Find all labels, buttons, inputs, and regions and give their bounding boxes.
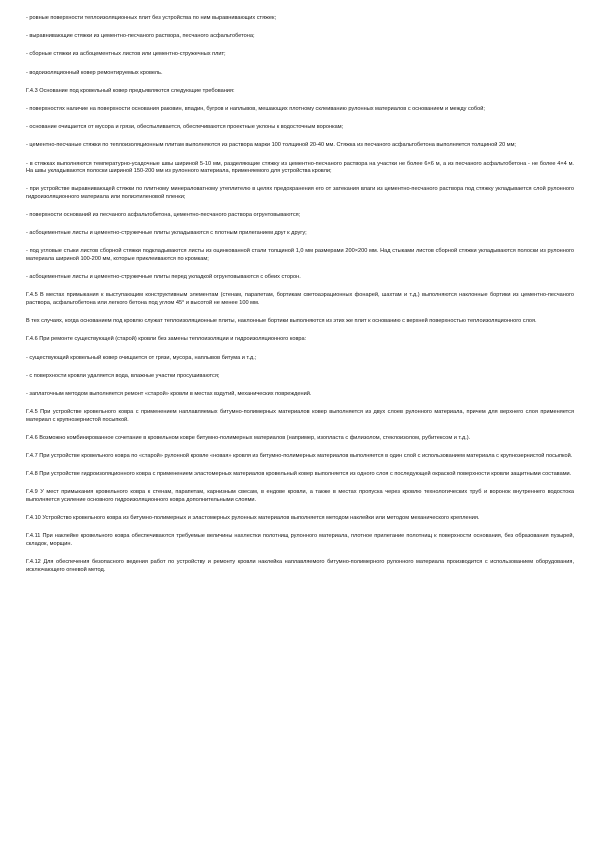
- document-page: [26, 15, 574, 585]
- list-item: - заплаточным методом выполняется ремонт «старой» кровли в местах вздутий, механических повреждений.: [26, 390, 312, 397]
- section-heading: Г.4.6 При ремонте существующей (старой) кровли без замены теплоизоляции и гидроизоляционного ковра:: [26, 336, 307, 343]
- section-heading: Г.4.3 Основание под кровельный ковер предъявляются следующие требования:: [26, 87, 235, 94]
- list-item: - сборные стяжки из асбоцементных листов или цементно-стружечных плит;: [26, 51, 226, 58]
- list-item: - выравнивающие стяжки из цементно-песчаного раствора, песчаного асфальтобетона;: [26, 33, 255, 40]
- list-item: - цементно-песчаные стяжки по теплоизоляционным плитам выполняются из раствора марки 100 толщиной 20-40 мм. Стяжка из песчаного асфальтобетона выполняется толщиной 20 мм;: [26, 142, 516, 149]
- section-paragraph: Г.4.12 Для обеспечения безопасного ведения работ по устройству и ремонту кровли наклейка наплавляемого битумно-полимерного рулонного материала производится с использованием оборудования, исключающего огневой метод.: [26, 559, 574, 573]
- list-item: - основание очищается от мусора и грязи, обеспыливается, обеспечиваются проектные уклоны к водосточным воронкам;: [26, 124, 344, 131]
- list-item: - с поверхности кровли удаляется вода, влажные участки просушиваются;: [26, 372, 220, 379]
- body-paragraph: В тех случаях, когда основанием под кровлю служат теплоизоляционные плиты, наклонные бортики выполняются из этих же плит к основанию с верхней поверхностью теплоизоляционного слоя.: [26, 318, 537, 325]
- section-paragraph: Г.4.11 При наклейке кровельного ковра обеспечиваются требуемые величины нахлестки полотнищ рулонного материала, плотное прилегание полотнищ к поверхности основания, без образования пузырей, складок, морщин.: [26, 533, 574, 548]
- list-item: - асбоцементные листы и цементно-стружечные плиты перед укладкой огрунтовываются с обеих сторон.: [26, 274, 301, 281]
- section-paragraph: Г.4.5 При устройстве кровельного ковра с применением наплавляемых битумно-полимерных материалов ковер выполняется из двух слоев рулонного материала, причем для верхнего слоя применяется материал с крупнозернистой посыпкой.: [26, 409, 574, 423]
- list-item: - водоизоляционный ковер ремонтируемых кровель.: [26, 69, 163, 76]
- section-paragraph: Г.4.7 При устройстве кровельного ковра по «старой» рулонной кровле «новая» кровля из битумно-полимерных материалов выполняется в один слой с использованием материала с крупнозернистой посыпкой.: [26, 453, 573, 460]
- section-paragraph: Г.4.10 Устройство кровельного ковра из битумно-полимерных и эластомерных рулонных материалов выполняется методом наклейки или методом механического крепления.: [26, 515, 480, 522]
- list-item: - под угловые стыки листов сборной стяжки подкладываются листы из оцинкованной стали толщиной 1,0 мм размерами 200×200 мм. Над стыками листов сборной стяжки укладываются полоски из рулонного материала шириной 100-200 мм, которые приклеиваются по кромкам;: [26, 248, 574, 263]
- section-paragraph: Г.4.6 Возможно комбинированное сочетание в кровельном ковре битумно-полимерных материалов (например, изопласта с филизолом, стеклоизолом, рубитексом и т.д.).: [26, 434, 471, 441]
- list-item: - в стяжках выполняются температурно-усадочные швы шириной 5-10 мм, разделяющие стяжку из цементно-песчаного раствора на участки не более 6×6 м, а из песчаного асфальтобетона - не более 4×4 м. На швы укладываются полоски шириной 150-200 мм из рулонного материала, применяемого для устройства кровли;: [26, 160, 574, 175]
- list-item: - поверхностях наличие на поверхности основания раковин, впадин, бугров и наплывов, мешающих плотному склеиванию рулонных материалов с основанием и между собой;: [26, 105, 485, 112]
- section-paragraph: Г.4.8 При устройстве гидроизоляционного ковра с применением эластомерных материалов кровельный ковер выполняется из одного слоя с последующей окраской поверхности кровли защитными составами.: [26, 471, 572, 478]
- list-item: - поверхности оснований из песчаного асфальтобетона, цементно-песчаного раствора огрунтовываются;: [26, 212, 301, 219]
- section-paragraph: Г.4.5 В местах примыкания к выступающим конструктивным элементам (стенам, парапетам, бортикам светоаэрационных фонарей, шахтам и т.д.) выполняются наклонные бортики из цементно-песчаного раствора, асфальтобетона или легкого бетона под углом 45° и высотой не менее 100 мм.: [26, 292, 574, 306]
- list-item: - существующий кровельный ковер очищается от грязи, мусора, наплывов битума и т.д.;: [26, 354, 257, 361]
- list-item: - при устройстве выравнивающей стяжки по плитному минераловатному утеплителю в целях предохранения его от затекания влаги из цементно-песчаного раствора под стяжку укладывается слой рулонного гидроизоляционного материала или полиэтиленовой пленки;: [26, 186, 574, 200]
- list-item: - асбоцементные листы и цементно-стружечные плиты укладываются с плотным прилеганием друг к другу;: [26, 230, 307, 237]
- section-paragraph: Г.4.9 У мест примыкания кровельного ковра к стенам, парапетам, карнизным свесам, в ендове кровли, а также в местах пропуска через кровлю технологических труб и воронок внутреннего водостока выполняется усиление основного гидроизоляционного ковра дополнительными слоями.: [26, 489, 574, 504]
- list-item: - ровные поверхности теплоизоляционных плит без устройства по ним выравнивающих стяжек;: [26, 15, 276, 21]
